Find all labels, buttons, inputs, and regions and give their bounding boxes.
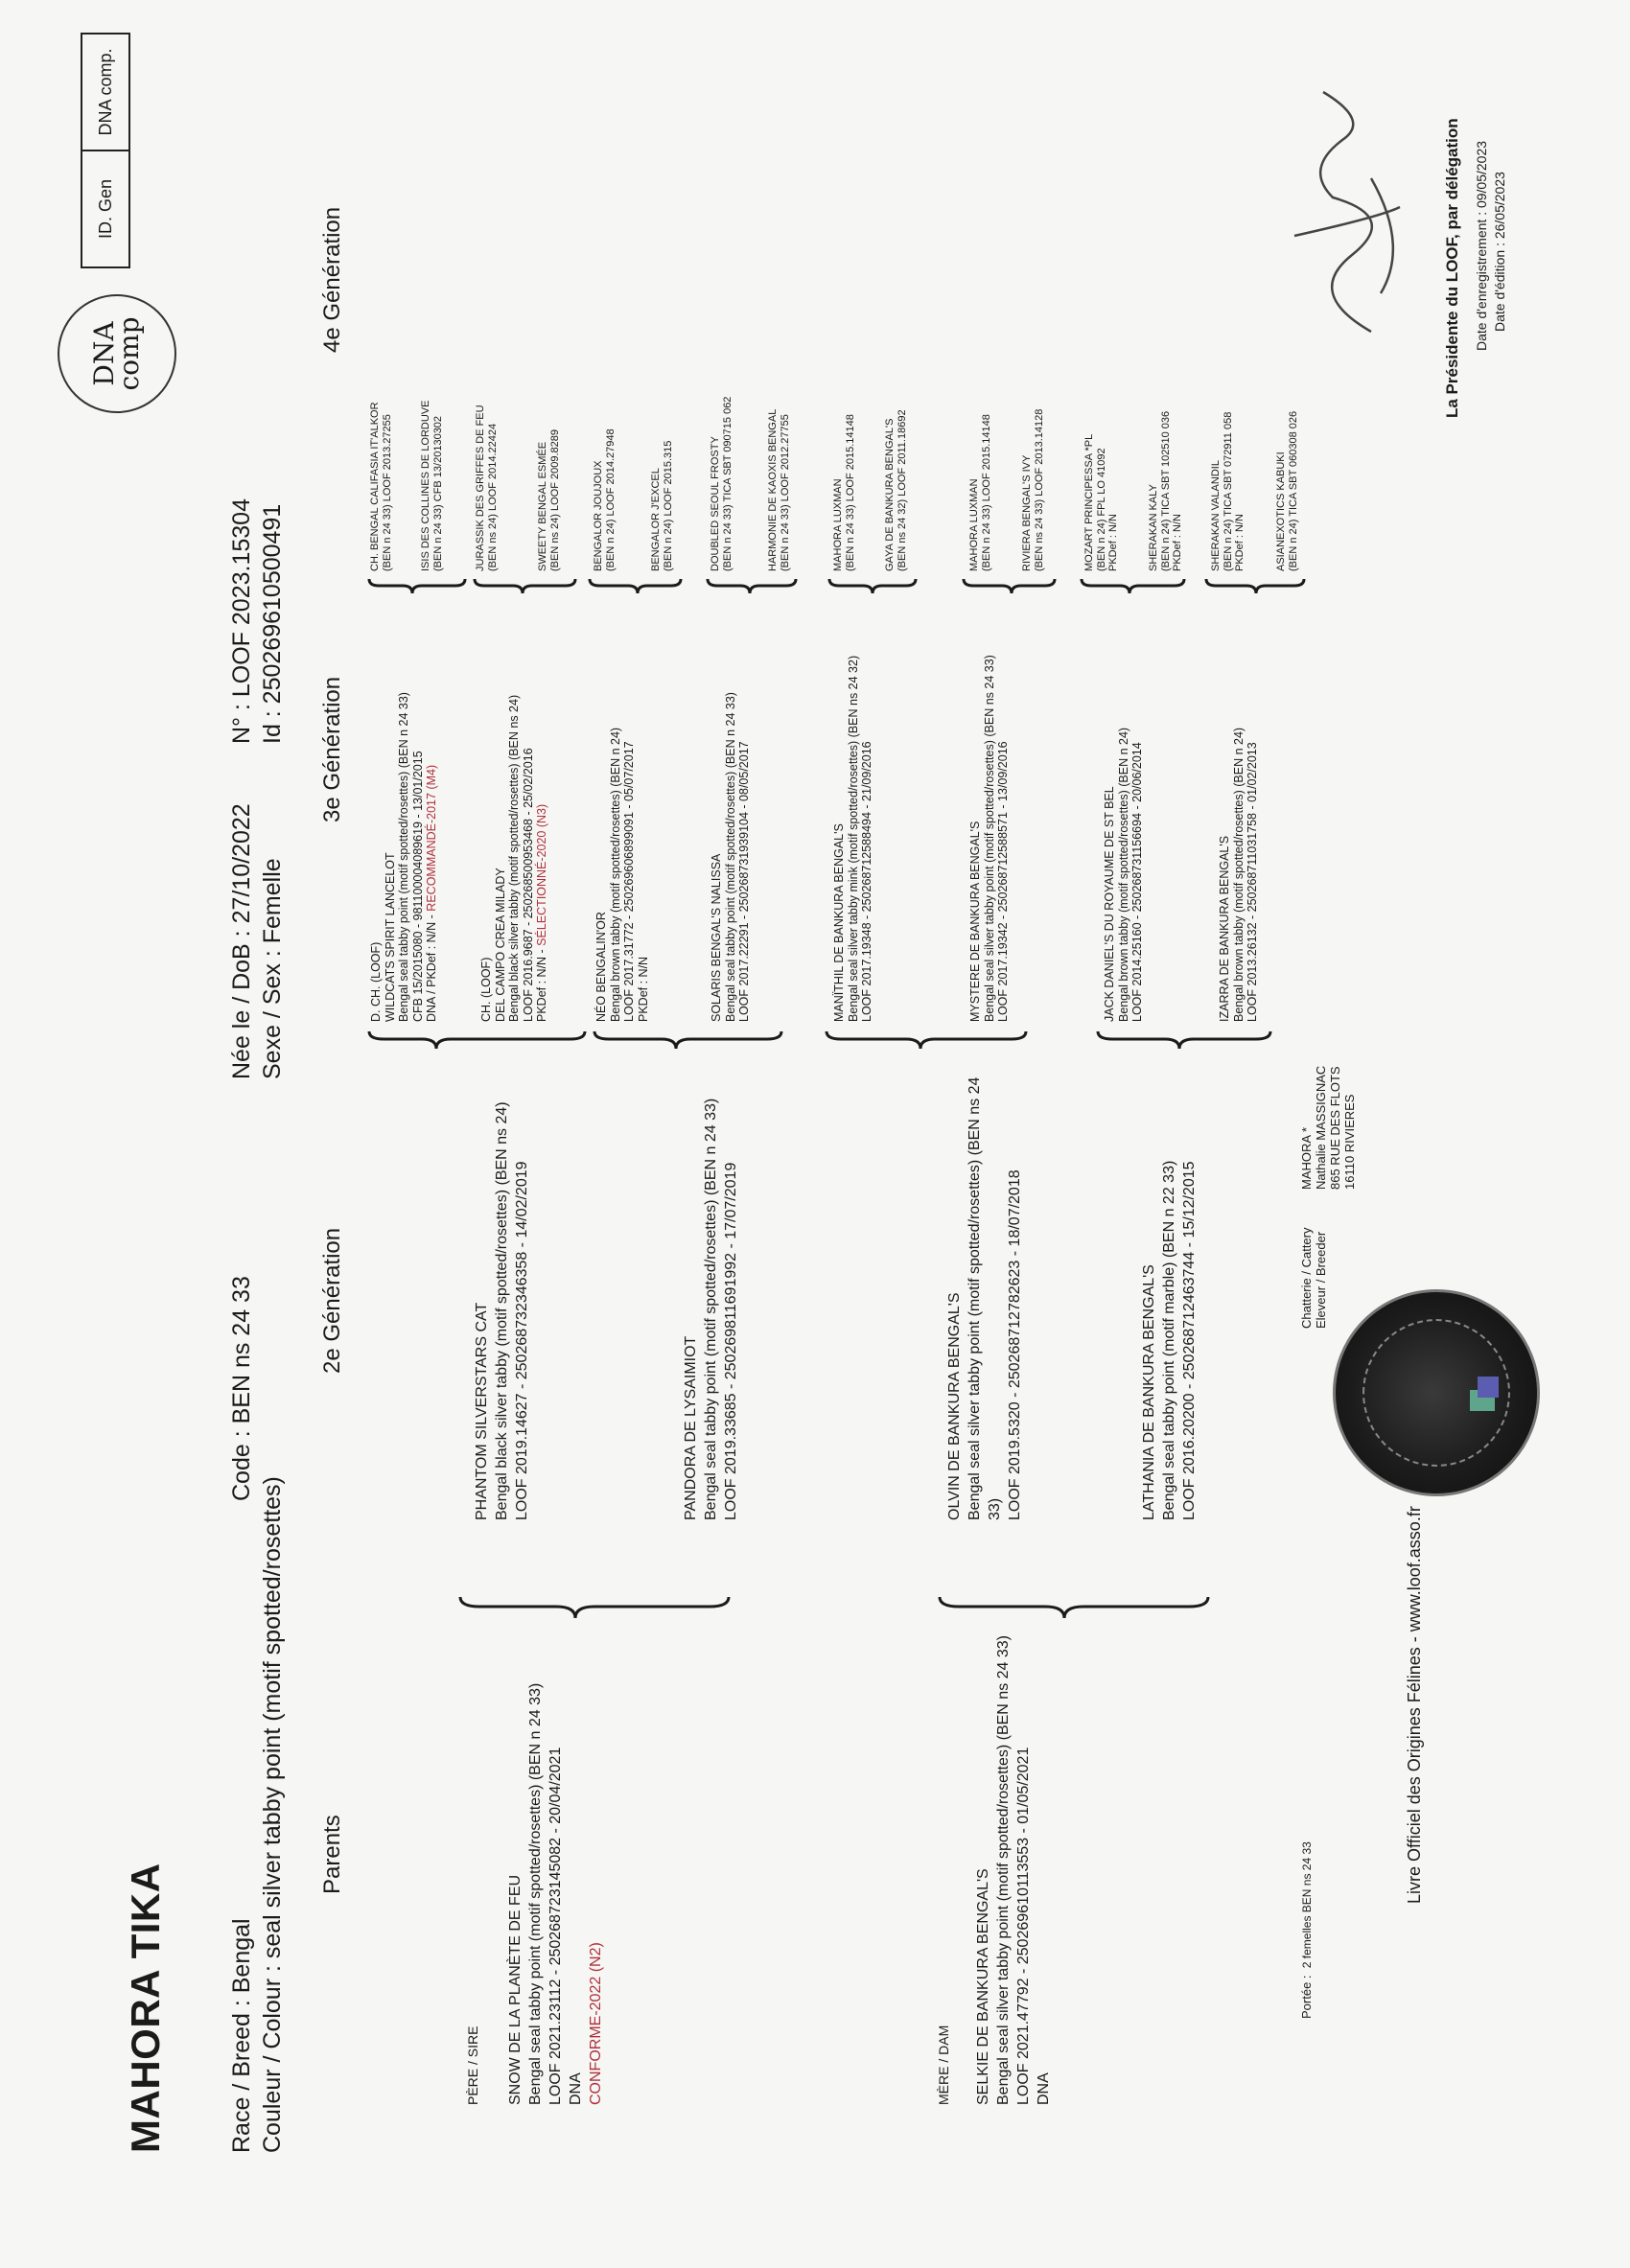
header-parents: Parents — [319, 1815, 345, 1894]
gen4-entry: SHERAKAN KALY (BEN n 24) TICA SBT 102510 036 PKDef : N/N — [1148, 410, 1183, 571]
bracket — [1206, 579, 1304, 593]
gen4-entry: SWEETY BENGAL ESMÉE (BEN ns 24) LOOF 2009.8289 — [537, 429, 561, 571]
gen4-entry: GAYA DE BANKURA BENGAL'S (BEN ns 24 32) LOOF 2011.18692 — [884, 409, 908, 571]
edition-date: Date d'édition : 26/05/2023 — [1492, 172, 1507, 332]
dam-entry: SELKIE DE BANKURA BENGAL'S Bengal seal silver tabby point (motif spotted/rosettes) (BEN ns 24 33) LOOF 2021.47792 - 250269610113553 - 01/05/2021 DNA — [975, 1634, 1052, 2105]
bracket — [460, 1597, 729, 1618]
gen4-entry: HARMONIE DE KAOXIS BENGAL (BEN n 24 33) LOOF 2012.27755 — [767, 408, 791, 571]
gen3-entry: D. CH. (LOOF) WILDCATS SPIRIT LANCELOT Bengal seal tabby point (motif spotted/rosettes) (BEN n 24 33) CFB 15/2015080 - 981100004089619 - 13/01/2015 DNA / PKDef : N/N - RECOMMANDÉ-2017 (M4) — [369, 692, 438, 1022]
bracket — [590, 579, 681, 593]
bracket — [827, 1031, 1026, 1049]
gen4-entry: JURASSIK DES GRIFFES DE FEU (BEN ns 24) LOOF 2014.22424 — [475, 405, 499, 571]
bracket — [708, 579, 796, 593]
bracket — [475, 579, 575, 593]
gen4-entry: CH. BENGAL CALIFASIA IT'ALKOR (BEN n 24 33) LOOF 2013.27255 — [369, 402, 393, 571]
sire-entry: SNOW DE LA PLANÈTE DE FEU Bengal seal tabby point (motif spotted/rosettes) (BEN n 24 33) LOOF 2021.23112 - 250268723145082 - 20/04/2021 DNA CONFORME-2022 (N2) — [507, 1682, 604, 2105]
dob: Née le / DoB : 27/10/2022 — [228, 803, 255, 1079]
bracket — [829, 579, 916, 593]
gen3-entry: IZARRA DE BANKURA BENGAL'S Bengal brown tabby (motif spotted/rosettes) (BEN n 24) LOOF 2013.26132 - 250268711031758 - 01/02/2013 — [1218, 727, 1259, 1022]
bracket — [964, 579, 1055, 593]
gen3-entry: JACK DANIEL'S DU ROYAUME DE ST BEL Bengal brown tabby (motif spotted/rosettes) (BEN n 24) LOOF 2014.25160 - 250268731156694 - 20/06/2014 — [1103, 727, 1144, 1022]
gen4-entry: BENGALOR JOUJOUX (BEN n 24) LOOF 2014.27948 — [593, 428, 617, 571]
loof-number: N° : LOOF 2023.15304 — [228, 498, 255, 744]
gen4-entry: DOUBLED SEOUL FROSTY (BEN n 24 33) TICA SBT 090715 062 — [710, 396, 734, 571]
bracket — [369, 579, 465, 593]
bracket — [369, 1031, 585, 1049]
hologram-seal — [1333, 1289, 1540, 1496]
gen4-entry: ISIS DES COLLINES DE LORDUVE (BEN n 24 33) CFB 13/20130302 — [420, 400, 444, 571]
registration-date: Date d'enregistrement : 09/05/2023 — [1474, 140, 1489, 351]
bracket — [1082, 579, 1184, 593]
dna-comp-logo: DNA comp — [58, 294, 176, 413]
gen2-entry: PANDORA DE LYSAIMIOT Bengal seal tabby point (motif spotted/rosettes) (BEN n 24 33) LOOF 2019.33685 - 250269811691992 - 17/07/2019 — [683, 1098, 739, 1520]
bracket — [940, 1597, 1208, 1618]
gen2-entry: PHANTOM SILVERSTARS CAT Bengal black silver tabby (motif spotted/rosettes) (BEN ns 24) LOOF 2019.14627 - 250268732346358 - 14/02/2019 — [474, 1101, 530, 1520]
cattery-values: MAHORA * Nathalie MASSIGNAC 865 RUE DES FLOTS 16110 RIVIERES — [1299, 1065, 1357, 1190]
gen4-entry: BENGALOR J'EXCEL (BEN n 24) LOOF 2015.315 — [650, 440, 674, 571]
dna-comp-box: DNA comp. — [82, 35, 128, 151]
gen3-entry: CH. (LOOF) DEL CAMPO CREA MILADY Bengal black silver tabby (motif spotted/rosettes) (BEN ns 24) LOOF 2016.9687 - 250268500953468 - 25/02/2016 PKDef : N/N - SÉLECTIONNÉ-2020 (N3) — [479, 694, 548, 1022]
gen4-entry: MOZART PRINCIPESSA *PL (BEN n 24) FPL LO 41092 PKDef : N/N — [1083, 433, 1119, 571]
footer: Livre Officiel des Origines Félines - www.loof.asso.fr — [1405, 1506, 1424, 1904]
cattery-labels: Chatterie / Cattery Eleveur / Breeder — [1299, 1227, 1328, 1329]
header-gen2: 2e Génération — [319, 1227, 345, 1374]
gen4-entry: RIVIERA BENGAL'S IVY (BEN ns 24 33) LOOF 2013.14128 — [1021, 408, 1045, 571]
gen2-entry: LATHANIA DE BANKURA BENGAL'S Bengal seal tabby point (motif marble) (BEN n 22 33) LOOF 2016.20200 - 250268712463744 - 15/12/2015 — [1141, 1160, 1198, 1520]
gen4-entry: SHERAKAN VALANDIL (BEN n 24) TICA SBT 072911 058 PKDef : N/N — [1210, 411, 1246, 571]
gen4-entry: MAHORA LUXMAN (BEN n 24 33) LOOF 2015.14148 — [968, 414, 992, 571]
bracket — [594, 1031, 781, 1049]
gen4-entry: ASIANEXOTICS KABUKI (BEN n 24) TICA SBT 060308 026 — [1275, 410, 1299, 571]
signature-title: La Présidente du LOOF, par délégation — [1443, 118, 1461, 418]
sex: Sexe / Sex : Femelle — [259, 858, 286, 1079]
gen3-entry: SOLARIS BENGAL'S NALISSA Bengal seal tabby point (motif spotted/rosettes) (BEN n 24 33) LOOF 2017.22291 - 250268731939104 - 08/05/2017 — [710, 692, 751, 1022]
cat-id: Id : 250269610500491 — [259, 503, 286, 744]
header-gen3: 3e Génération — [319, 676, 345, 822]
gen3-entry: MANÏTHIL DE BANKURA BENGAL'S Bengal seal silver tabby mink (motif spotted/rosettes) (BEN ns 24 32) LOOF 2017.19348 - 250268712588494 - 21/09/2016 — [832, 655, 873, 1022]
bracket — [1098, 1031, 1270, 1049]
gen4-entry: MAHORA LUXMAN (BEN n 24 33) LOOF 2015.14148 — [832, 414, 856, 571]
signature-image — [1266, 63, 1419, 351]
sire-label: PÈRE / SIRE — [465, 2025, 480, 2105]
id-gen-box: ID. Gen — [95, 178, 115, 240]
dam-label: MÈRE / DAM — [936, 2025, 951, 2105]
gen3-entry: NÉO BENGALIN'OR Bengal brown tabby (motif spotted/rosettes) (BEN n 24) LOOF 2017.31772 - 250269606899091 - 05/07/2017 PKDef : N/N — [594, 727, 650, 1022]
colour: Couleur / Colour : seal silver tabby point (motif spotted/rosettes) — [259, 1476, 286, 2153]
cat-name: MAHORA TIKA — [123, 1863, 168, 2153]
code: Code : BEN ns 24 33 — [228, 1276, 255, 1501]
gen2-entry: OLVIN DE BANKURA BENGAL'S Bengal seal silver tabby point (motif spotted/rosettes) (BEN ns 24 33) LOOF 2019.5320 - 250268712782623 - 18/07/2018 — [946, 1076, 1023, 1520]
header-gen4: 4e Génération — [319, 206, 345, 353]
litter: Portée : 2 femelles BEN ns 24 33 — [1299, 1841, 1314, 2019]
gen3-entry: MYSTERE DE BANKURA BENGAL'S Bengal seal silver tabby point (motif spotted/rosettes) (BEN ns 24 33) LOOF 2017.19342 - 250268712588571 - 13/09/2016 — [968, 655, 1010, 1022]
breed: Race / Breed : Bengal — [228, 1918, 255, 2153]
